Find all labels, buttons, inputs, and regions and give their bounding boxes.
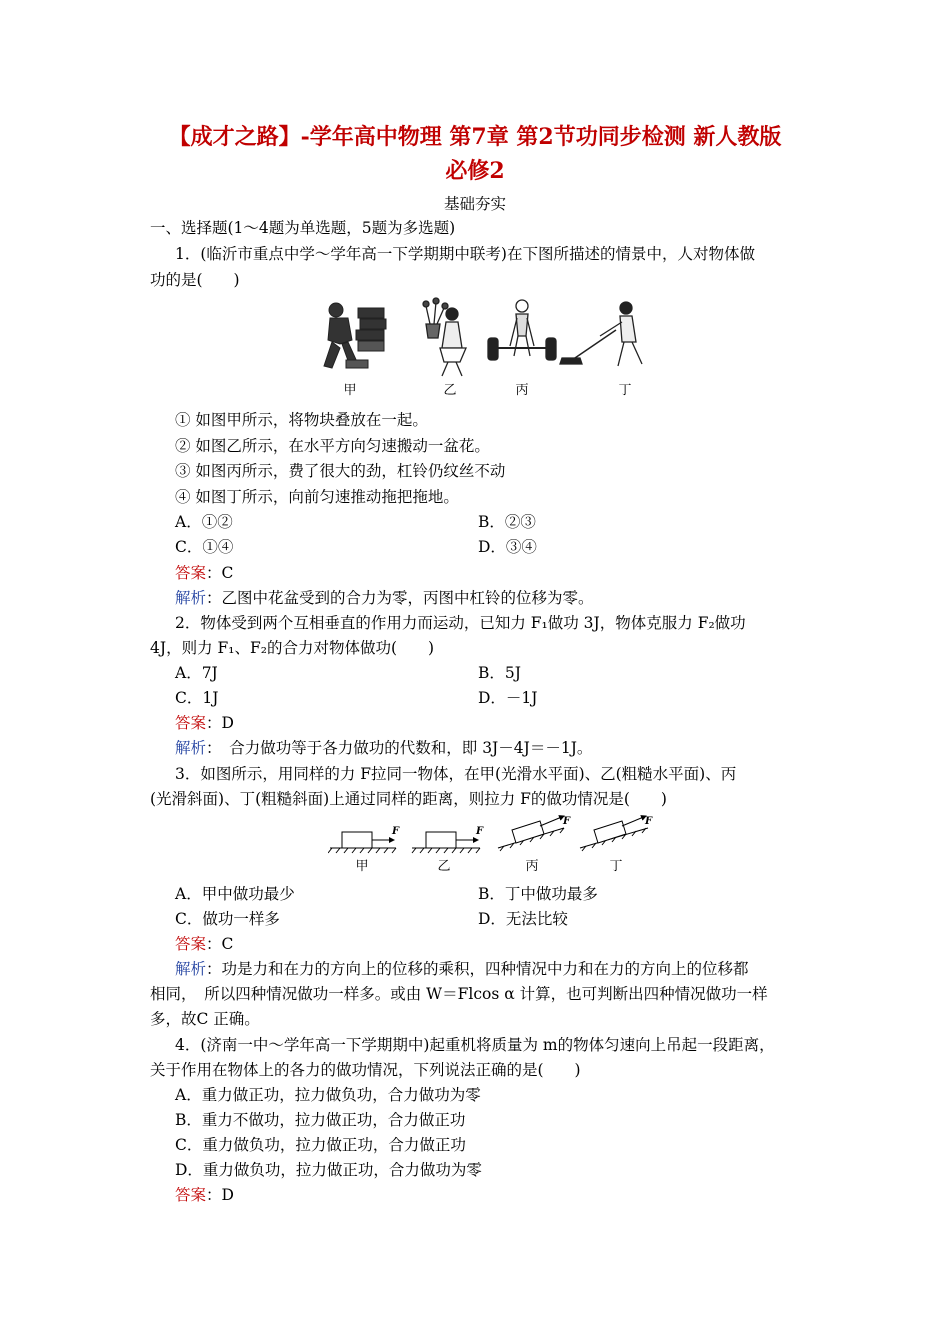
q3-stem-line1: 3．如图所示，用同样的力 F拉同一物体，在甲(光滑水平面)、乙(粗糙水平面)、丙 [175,765,737,783]
q3-analysis-text1: ：功是力和在力的方向上的位移的乘积，四种情况中力和在力的方向上的位移都 [206,960,749,978]
q1-option-b: B．②③ [478,513,536,531]
q3-fig-label-ding: 丁 [609,859,623,874]
q3-figure [328,812,668,876]
q3-option-d: D．无法比较 [478,910,568,928]
q3-fig-label-yi: 乙 [437,859,451,874]
q4-option-d: D．重力做负功，拉力做正功，合力做功为零 [175,1161,482,1179]
q3-fig-label-jia: 甲 [355,859,369,874]
q1-fig-label-jia: 甲 [343,383,357,398]
q3-fig-jia [328,832,396,853]
q1-option-a: A．①② [175,513,233,531]
q1-item-3: ③ 如图丙所示，费了很大的劲，杠铃仍纹丝不动 [175,462,506,480]
q3-option-c: C．做功一样多 [175,910,280,928]
answer-label: 答案 [175,564,207,582]
figure-yi-carrying-flowerpot [423,298,466,376]
q4-option-b: B．重力不做功，拉力做正功，合力做正功 [175,1111,466,1129]
q3-option-b: B．丁中做功最多 [478,885,598,903]
figure-bing-barbell [488,300,556,360]
section-subtitle: 基础夯实 [443,195,506,213]
q2-analysis [175,736,592,758]
q1-option-d: D．③④ [478,538,537,556]
analysis-label: 解析 [175,960,207,978]
q3-fig-label-bing: 丙 [525,859,539,874]
answer-label: 答案 [175,935,207,953]
q3-analysis-line2: 相同， 所以四种情况做功一样多。或由 W＝Flcos α 计算，也可判断出四种情况做功一样 [150,985,768,1003]
q1-analysis [175,586,594,608]
q1-analysis-text: ：乙图中花盆受到的合力为零，丙图中杠铃的位移为零。 [206,589,594,607]
q1-figure [310,296,670,400]
q2-option-a: A．7J [175,664,218,682]
q3-force-label-4: F [645,816,653,827]
q2-option-d: D．－1J [478,689,538,707]
answer-label: 答案 [175,1186,207,1204]
q2-analysis-text: ： 合力做功等于各力做功的代数和，即 3J－4J＝－1J。 [206,739,593,757]
figure-ding-mopping [560,302,642,366]
q2-answer [175,711,234,733]
page-title: 【成才之路】-学年高中物理 第7章 第2节功同步检测 新人教版 [168,124,782,150]
analysis-label: 解析 [175,739,207,757]
q4-stem-line1: 4．(济南一中～学年高一下学期期中)起重机将质量为 m的物体匀速向上吊起一段距离， [175,1036,775,1054]
q2-option-c: C．1J [175,689,219,707]
q1-item-1: ① 如图甲所示，将物块叠放在一起。 [175,411,428,429]
q3-analysis-line1 [175,957,749,979]
q3-stem-line2: (光滑斜面)、丁(粗糙斜面)上通过同样的距离，则拉力 F的做功情况是( ) [150,790,667,808]
q3-analysis-line3: 多，故C 正确。 [150,1010,260,1028]
q4-option-c: C．重力做负功，拉力做正功，合力做正功 [175,1136,466,1154]
q3-force-label-1: F [392,826,400,837]
q1-fig-label-bing: 丙 [515,383,529,398]
q4-answer-value: ：D [206,1186,234,1204]
analysis-label: 解析 [175,589,207,607]
q4-answer [175,1183,234,1205]
q3-force-label-3: F [563,816,571,827]
q1-option-c: C．①④ [175,538,234,556]
q3-answer-value: ：C [206,935,234,953]
q1-fig-label-ding: 丁 [618,383,632,398]
q1-answer-value: ：C [206,564,234,582]
q1-stem-line2: 功的是( ) [150,271,240,289]
q4-stem-line2: 关于作用在物体上的各力的做功情况，下列说法正确的是( ) [150,1061,581,1079]
q3-fig-yi [412,832,480,853]
q2-stem-line2: 4J，则力 F₁、F₂的合力对物体做功( ) [150,639,435,657]
q1-stem-line1: 1．(临沂市重点中学～学年高一下学期期中联考)在下图所描述的情景中，人对物体做 [175,245,755,263]
page-title-line2: 必修2 [445,158,505,184]
q3-option-a: A．甲中做功最少 [175,885,295,903]
q2-answer-value: ：D [206,714,234,732]
q2-option-b: B．5J [478,664,521,682]
q3-answer [175,932,233,954]
q1-item-4: ④ 如图丁所示，向前匀速推动拖把拖地。 [175,488,459,506]
q3-force-label-2: F [476,826,484,837]
section-heading: 一、选择题(1～4题为单选题，5题为多选题) [150,219,456,237]
q3-fig-ding [580,816,648,851]
q4-option-a: A．重力做正功，拉力做负功，合力做功为零 [175,1086,481,1104]
figure-jia-stacking-blocks [324,303,386,368]
q1-answer [175,561,233,583]
q1-fig-label-yi: 乙 [443,383,457,398]
answer-label: 答案 [175,714,207,732]
q3-fig-bing [498,816,564,851]
q2-stem-line1: 2．物体受到两个互相垂直的作用力而运动，已知力 F₁做功 3J，物体克服力 F₂做功 [175,614,746,632]
q1-item-2: ② 如图乙所示，在水平方向匀速搬动一盆花。 [175,437,490,455]
